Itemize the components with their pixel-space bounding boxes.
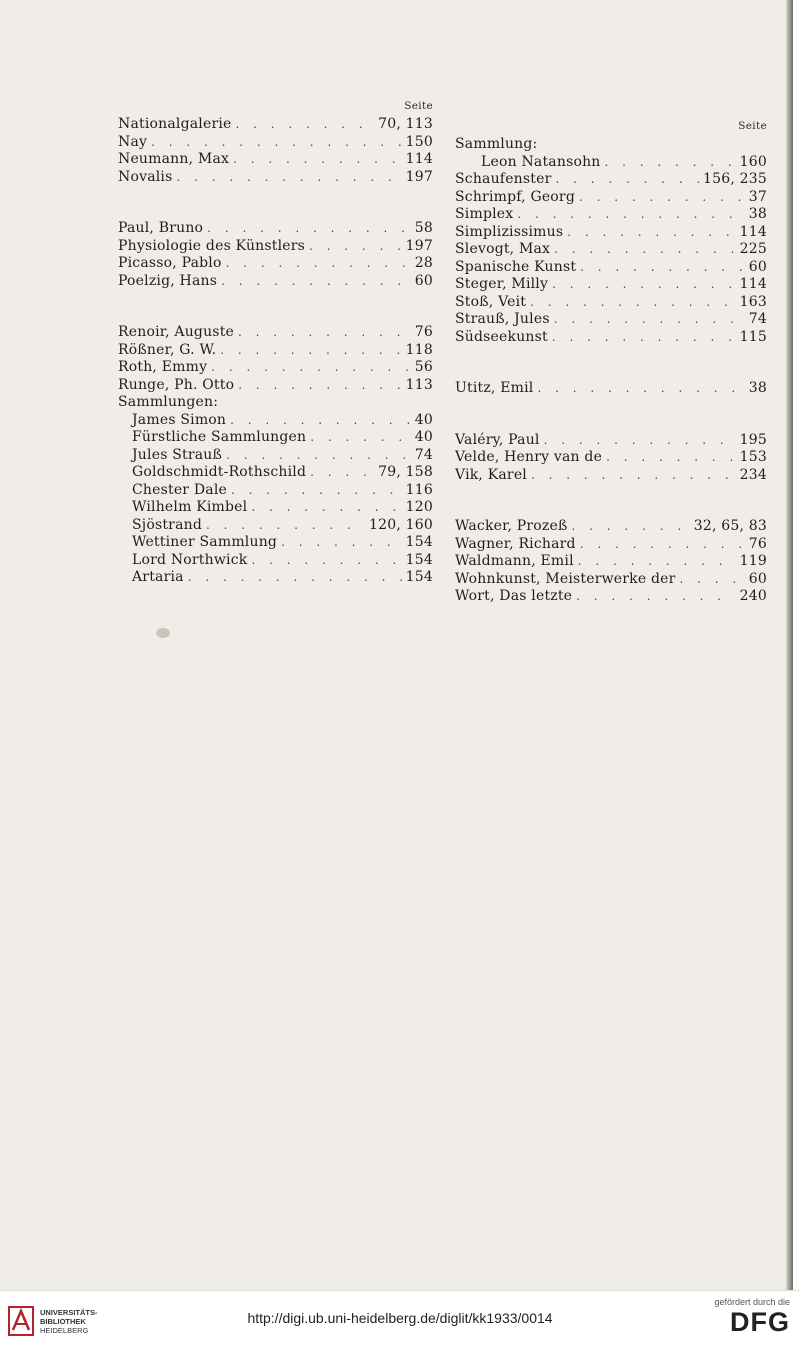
index-entry-name: Runge, Ph. Otto xyxy=(118,376,235,393)
index-entry-page: 76 xyxy=(414,324,433,340)
index-entry-name: Wilhelm Kimbel xyxy=(132,499,248,515)
index-entry-page: 79, 158 xyxy=(378,464,433,480)
dot-leader xyxy=(229,152,402,166)
index-entry-name: Artaria xyxy=(132,569,184,585)
dot-leader xyxy=(305,239,402,253)
dot-leader xyxy=(227,483,402,497)
index-entry-name: Physiologie des Künstlers xyxy=(118,237,306,254)
index-entry xyxy=(455,536,767,554)
index-entry xyxy=(455,206,767,224)
index-entry xyxy=(455,171,767,189)
dot-leader xyxy=(540,433,736,447)
index-entry-page: 37 xyxy=(748,188,767,205)
index-entry-page: 118 xyxy=(405,341,433,358)
dot-leader xyxy=(574,554,736,568)
dot-leader xyxy=(602,450,736,464)
index-entry-page: 150 xyxy=(405,133,433,150)
group-spacer xyxy=(455,398,767,432)
index-entry xyxy=(118,134,433,152)
index-entry-page: 60 xyxy=(748,570,767,587)
index-entry-name: Strauß, Jules xyxy=(455,311,550,327)
dot-leader xyxy=(548,330,736,344)
ink-smudge xyxy=(156,628,170,638)
index-entry-name: Lord Northwick xyxy=(132,551,248,568)
index-entry-page: 163 xyxy=(739,293,767,310)
dot-leader xyxy=(234,378,401,392)
index-entry-page: 120, 160 xyxy=(369,516,433,533)
index-entry-page: 120 xyxy=(405,499,433,515)
index-entry xyxy=(455,259,767,277)
index-entry-page: 154 xyxy=(405,534,433,550)
library-name-line: UNIVERSITÄTS- xyxy=(40,1307,98,1317)
group-spacer xyxy=(455,484,767,518)
index-entry-page: 74 xyxy=(414,446,433,463)
library-name-line: BIBLIOTHEK xyxy=(40,1316,86,1326)
index-entry xyxy=(118,394,433,412)
index-entry xyxy=(118,116,433,134)
index-entry-name: Chester Dale xyxy=(132,481,227,498)
dot-leader xyxy=(147,135,402,149)
dot-leader xyxy=(234,325,411,339)
page-column-header: Seite xyxy=(738,120,767,132)
dot-leader xyxy=(526,295,736,309)
index-entry xyxy=(118,273,433,291)
index-entry-page: 116 xyxy=(405,481,433,498)
dot-leader xyxy=(572,589,736,603)
dot-leader xyxy=(232,117,375,131)
index-entry-name: Nationalgalerie xyxy=(118,116,232,132)
index-entry-page: 195 xyxy=(739,431,767,448)
index-entry xyxy=(455,553,767,571)
dot-leader xyxy=(551,172,699,186)
index-entry-page: 114 xyxy=(739,223,767,240)
dot-leader xyxy=(527,468,736,482)
dot-leader xyxy=(601,155,736,169)
dot-leader xyxy=(548,277,736,291)
index-entry-page: 115 xyxy=(739,328,767,345)
index-entry-page: 74 xyxy=(748,311,767,327)
index-entry xyxy=(118,534,433,552)
dot-leader xyxy=(217,274,411,288)
index-entry xyxy=(118,552,433,570)
index-entry-name: Velde, Henry van de xyxy=(455,449,603,465)
index-entry xyxy=(118,517,433,535)
group-spacer xyxy=(118,290,433,324)
index-entry xyxy=(455,136,767,154)
dot-leader xyxy=(277,535,402,549)
index-entry-page: 113 xyxy=(405,376,433,393)
index-entry xyxy=(118,499,433,517)
index-entry xyxy=(455,189,767,207)
index-entry-page: 76 xyxy=(748,535,767,552)
index-entry xyxy=(455,241,767,259)
index-entry-page: 58 xyxy=(414,220,433,236)
dot-leader xyxy=(563,225,735,239)
index-entry-page: 160 xyxy=(739,153,767,170)
dot-leader xyxy=(202,518,365,532)
index-entry-name: Goldschmidt-Rothschild xyxy=(132,464,307,480)
index-entry-name: James Simon xyxy=(132,411,227,428)
dot-leader xyxy=(533,381,744,395)
index-entry-name: Spanische Kunst xyxy=(455,258,577,275)
index-entry-page: 240 xyxy=(739,588,767,604)
index-entry-page: 114 xyxy=(405,151,433,167)
index-entry-page: 197 xyxy=(405,237,433,254)
index-entry-page: 32, 65, 83 xyxy=(693,518,767,534)
index-entry xyxy=(455,518,767,536)
index-entry-name: Sammlung: xyxy=(455,136,538,152)
page-edge-shadow xyxy=(786,0,793,1290)
index-entry-page: 40 xyxy=(414,429,433,445)
index-entry-name: Nay xyxy=(118,133,148,150)
index-entry-name: Stoß, Veit xyxy=(455,293,527,310)
index-entry-name: Wagner, Richard xyxy=(455,535,576,552)
dot-leader xyxy=(207,360,411,374)
viewer-footer xyxy=(0,1290,800,1349)
index-entry-name: Wohnkunst, Meisterwerke der xyxy=(455,570,676,587)
index-entry xyxy=(455,380,767,398)
index-entry xyxy=(455,588,767,606)
index-entry xyxy=(118,359,433,377)
index-entry-name: Simplex xyxy=(455,206,514,222)
index-entry-name: Fürstliche Sammlungen xyxy=(132,429,307,445)
group-spacer xyxy=(118,186,433,220)
index-entry-name: Rößner, G. W. xyxy=(118,341,217,358)
index-entry-page: 156, 235 xyxy=(703,171,767,187)
index-entry-name: Schaufenster xyxy=(455,171,552,187)
dot-leader xyxy=(247,553,401,567)
dot-leader xyxy=(676,572,745,586)
dot-leader xyxy=(222,256,411,270)
index-entry-name: Leon Natansohn xyxy=(481,153,601,170)
index-entry-name: Sjöstrand xyxy=(132,516,202,533)
index-entry xyxy=(455,571,767,589)
page-column-header: Seite xyxy=(404,100,433,112)
dot-leader xyxy=(568,519,690,533)
index-entry-page: 153 xyxy=(739,449,767,465)
index-entry-page: 119 xyxy=(739,553,767,569)
dot-leader xyxy=(576,537,745,551)
index-entry xyxy=(118,220,433,238)
index-entry-name: Südseekunst xyxy=(455,328,548,345)
index-entry xyxy=(118,412,433,430)
index-entry xyxy=(118,151,433,169)
index-entry xyxy=(118,342,433,360)
dfg-logo[interactable]: DFG xyxy=(730,1307,790,1337)
index-entry xyxy=(118,169,433,187)
index-entry-name: Vik, Karel xyxy=(455,466,527,483)
index-entry-page: 154 xyxy=(405,551,433,568)
dot-leader xyxy=(513,207,744,221)
index-entry xyxy=(118,569,433,587)
index-entry-page: 234 xyxy=(739,466,767,483)
dot-leader xyxy=(216,343,401,357)
index-entry-page: 70, 113 xyxy=(378,116,433,132)
index-entry-page: 38 xyxy=(748,206,767,222)
index-entry-page: 225 xyxy=(739,241,767,257)
funder-block xyxy=(714,1297,790,1337)
index-entry-page: 60 xyxy=(748,258,767,275)
index-entry-name: Novalis xyxy=(118,168,173,185)
index-entry-name: Jules Strauß xyxy=(132,446,223,463)
index-entry xyxy=(455,449,767,467)
index-entry xyxy=(118,464,433,482)
index-entry-name: Schrimpf, Georg xyxy=(455,188,575,205)
index-entry-name: Wort, Das letzte xyxy=(455,588,573,604)
index-entry-name: Neumann, Max xyxy=(118,151,230,167)
index-column-left xyxy=(118,100,433,587)
index-entry-name: Valéry, Paul xyxy=(455,431,540,448)
dot-leader xyxy=(306,465,374,479)
index-entry xyxy=(118,482,433,500)
index-entry xyxy=(455,294,767,312)
group-spacer xyxy=(455,346,767,380)
index-entry-name: Picasso, Pablo xyxy=(118,255,222,271)
index-entry xyxy=(118,324,433,342)
index-entry xyxy=(118,429,433,447)
index-entry xyxy=(455,154,767,172)
dot-leader xyxy=(172,170,401,184)
index-entry-page: 154 xyxy=(405,569,433,585)
index-entry xyxy=(455,467,767,485)
index-entry-name: Renoir, Auguste xyxy=(118,324,235,340)
index-entry-name: Wettiner Sammlung xyxy=(132,534,278,550)
index-entry-page: 114 xyxy=(739,276,767,292)
dot-leader xyxy=(222,448,411,462)
index-entry-page: 40 xyxy=(414,411,433,428)
index-entry xyxy=(455,432,767,450)
index-entry-name: Waldmann, Emil xyxy=(455,553,574,569)
index-entry-name: Paul, Bruno xyxy=(118,220,204,236)
index-entry-name: Steger, Milly xyxy=(455,276,549,292)
library-name-line: HEIDELBERG xyxy=(40,1325,89,1335)
dot-leader xyxy=(226,413,411,427)
index-entry-name: Slevogt, Max xyxy=(455,241,551,257)
index-entry-name: Sammlungen: xyxy=(118,394,219,410)
index-entry-name: Poelzig, Hans xyxy=(118,272,218,289)
index-column-right xyxy=(455,120,767,606)
index-entry-name: Wacker, Prozeß xyxy=(455,518,568,534)
dot-leader xyxy=(576,260,745,274)
index-entry-page: 38 xyxy=(748,380,767,396)
dot-leader xyxy=(550,312,745,326)
index-entry-name: Simplizissimus xyxy=(455,223,564,240)
dot-leader xyxy=(550,242,736,256)
index-entry-page: 197 xyxy=(405,168,433,185)
funding-caption: gefördert durch die xyxy=(714,1297,790,1307)
index-entry-name: Utitz, Emil xyxy=(455,380,534,396)
index-entry xyxy=(455,311,767,329)
index-entry xyxy=(118,447,433,465)
index-entry-page: 28 xyxy=(414,255,433,271)
dot-leader xyxy=(306,430,411,444)
index-entry xyxy=(118,255,433,273)
index-entry xyxy=(118,377,433,395)
dot-leader xyxy=(184,570,402,584)
dot-leader xyxy=(203,221,411,235)
index-entry xyxy=(455,224,767,242)
index-entry-name: Roth, Emmy xyxy=(118,359,208,375)
dot-leader xyxy=(247,500,401,514)
dot-leader xyxy=(575,190,745,204)
index-entry xyxy=(118,238,433,256)
permalink-url[interactable]: http://digi.ub.uni-heidelberg.de/diglit/kk1933/0014 xyxy=(247,1310,553,1326)
index-entry xyxy=(455,329,767,347)
index-entry-page: 56 xyxy=(414,359,433,375)
index-entry-page: 60 xyxy=(414,272,433,289)
index-entry xyxy=(455,276,767,294)
